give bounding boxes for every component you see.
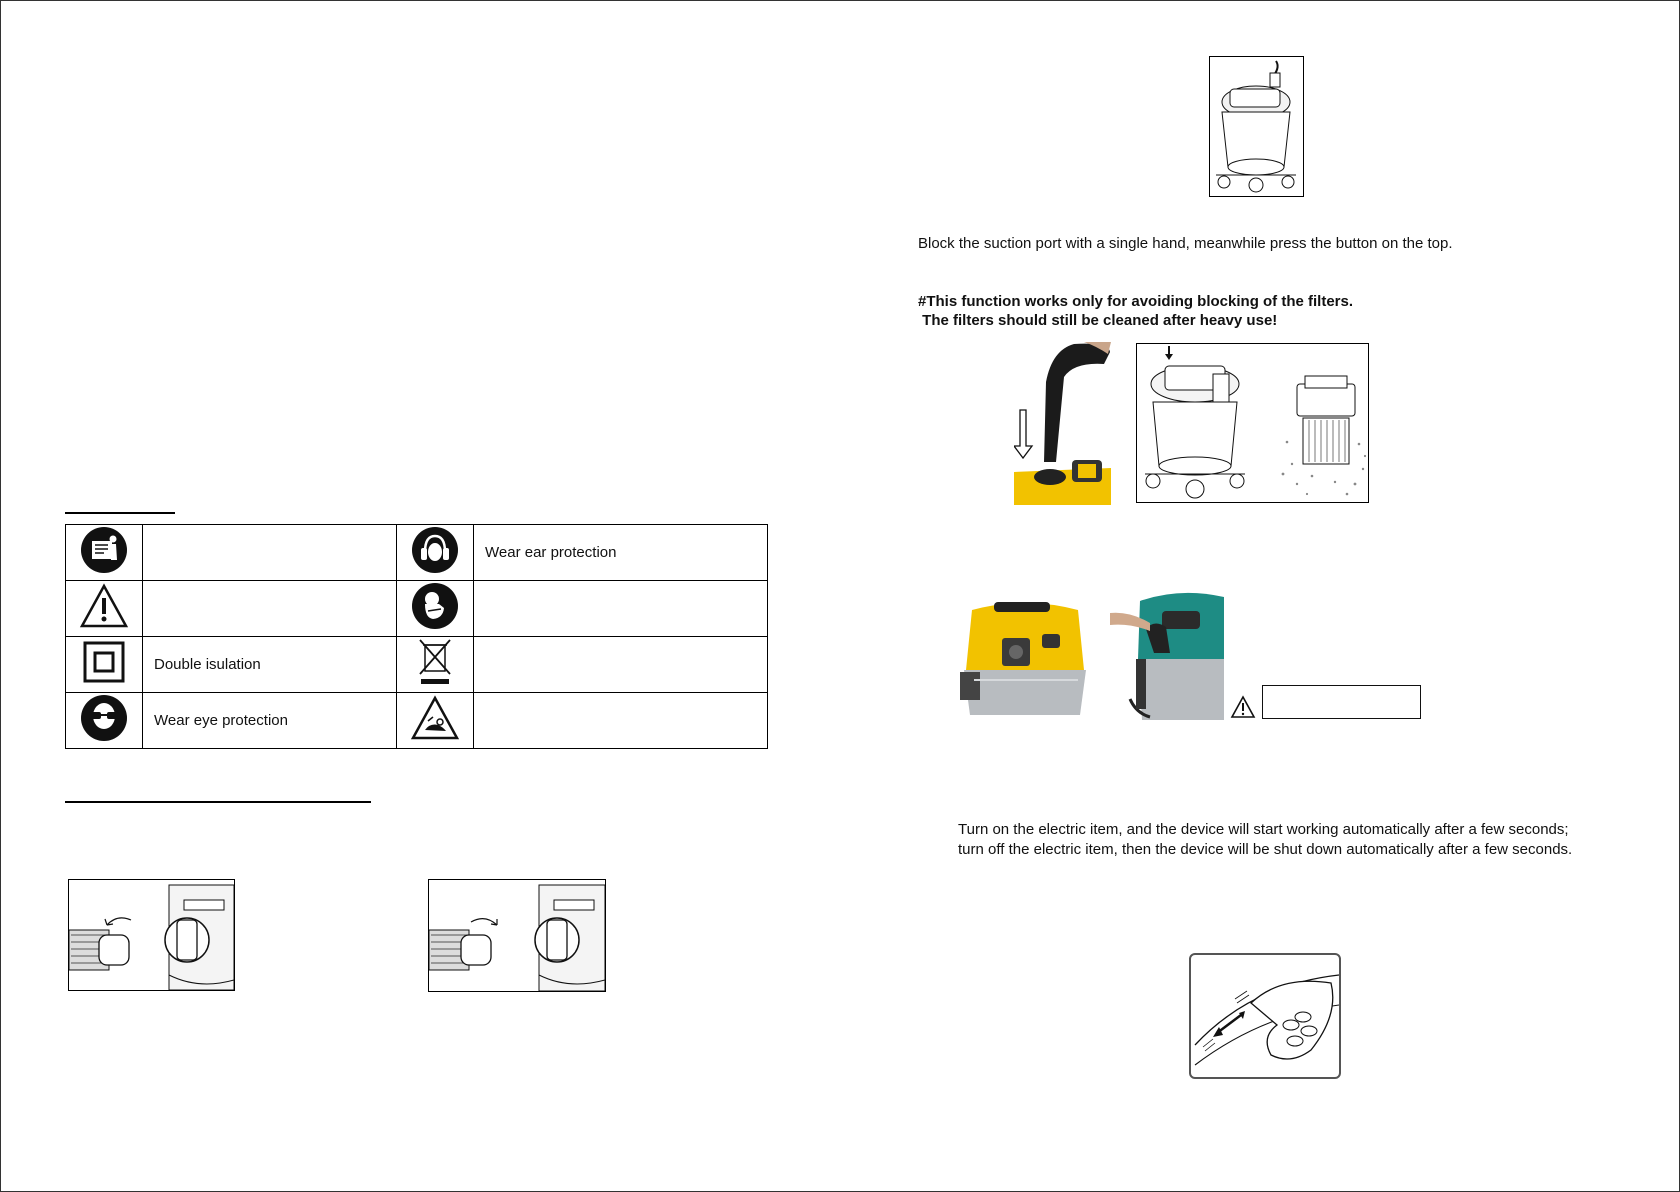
warning-triangle-icon — [79, 583, 129, 629]
hose-insert-photo — [1014, 342, 1111, 505]
double-insulation-icon — [82, 640, 126, 684]
auto-start-line-2: turn off the electric item, then the device will be shut down automatically after a few seconds. — [958, 841, 1573, 858]
filter-blow-figure — [1136, 343, 1369, 503]
filter-clean-instruction: Block the suction port with a single hand, meanwhile press the button on the top. — [918, 235, 1453, 252]
symbol-label — [143, 525, 397, 581]
symbol-label — [143, 581, 397, 637]
symbol-label — [474, 581, 768, 637]
warning-triangle-icon — [1230, 695, 1256, 719]
table-row — [66, 693, 768, 749]
switch-hand-figure — [1189, 953, 1341, 1079]
symbols-table — [65, 524, 768, 749]
weee-bin-icon — [415, 637, 455, 687]
dust-mask-icon — [411, 582, 459, 630]
symbol-label: Wear eye protection — [143, 693, 397, 749]
ear-protection-icon — [411, 526, 459, 574]
table-row — [66, 637, 768, 693]
table-row — [66, 581, 768, 637]
symbol-label — [474, 693, 768, 749]
note-line-1: #This function works only for avoiding blocking of the filters. — [918, 293, 1354, 310]
yellow-vacuum-socket-photo — [960, 600, 1090, 715]
warning-empty-box — [1262, 685, 1421, 719]
note-line-2: The filters should still be cleaned after heavy use! — [918, 312, 1278, 329]
symbol-label: Wear ear protection — [474, 525, 768, 581]
section-underline-short — [65, 512, 175, 514]
section-underline-long — [65, 801, 371, 803]
hand-hazard-icon — [410, 695, 460, 741]
table-row — [66, 525, 768, 581]
symbol-label — [474, 637, 768, 693]
teal-vacuum-photo — [1110, 589, 1224, 720]
hose-detach-figure — [428, 879, 606, 992]
symbol-label: Double isulation — [143, 637, 397, 693]
vacuum-top-figure — [1209, 56, 1304, 197]
hose-attach-figure — [68, 879, 235, 991]
auto-start-line-1: Turn on the electric item, and the device will start working automatically after a few seconds; — [958, 821, 1569, 838]
read-manual-icon — [80, 526, 128, 574]
eye-protection-icon — [80, 694, 128, 742]
